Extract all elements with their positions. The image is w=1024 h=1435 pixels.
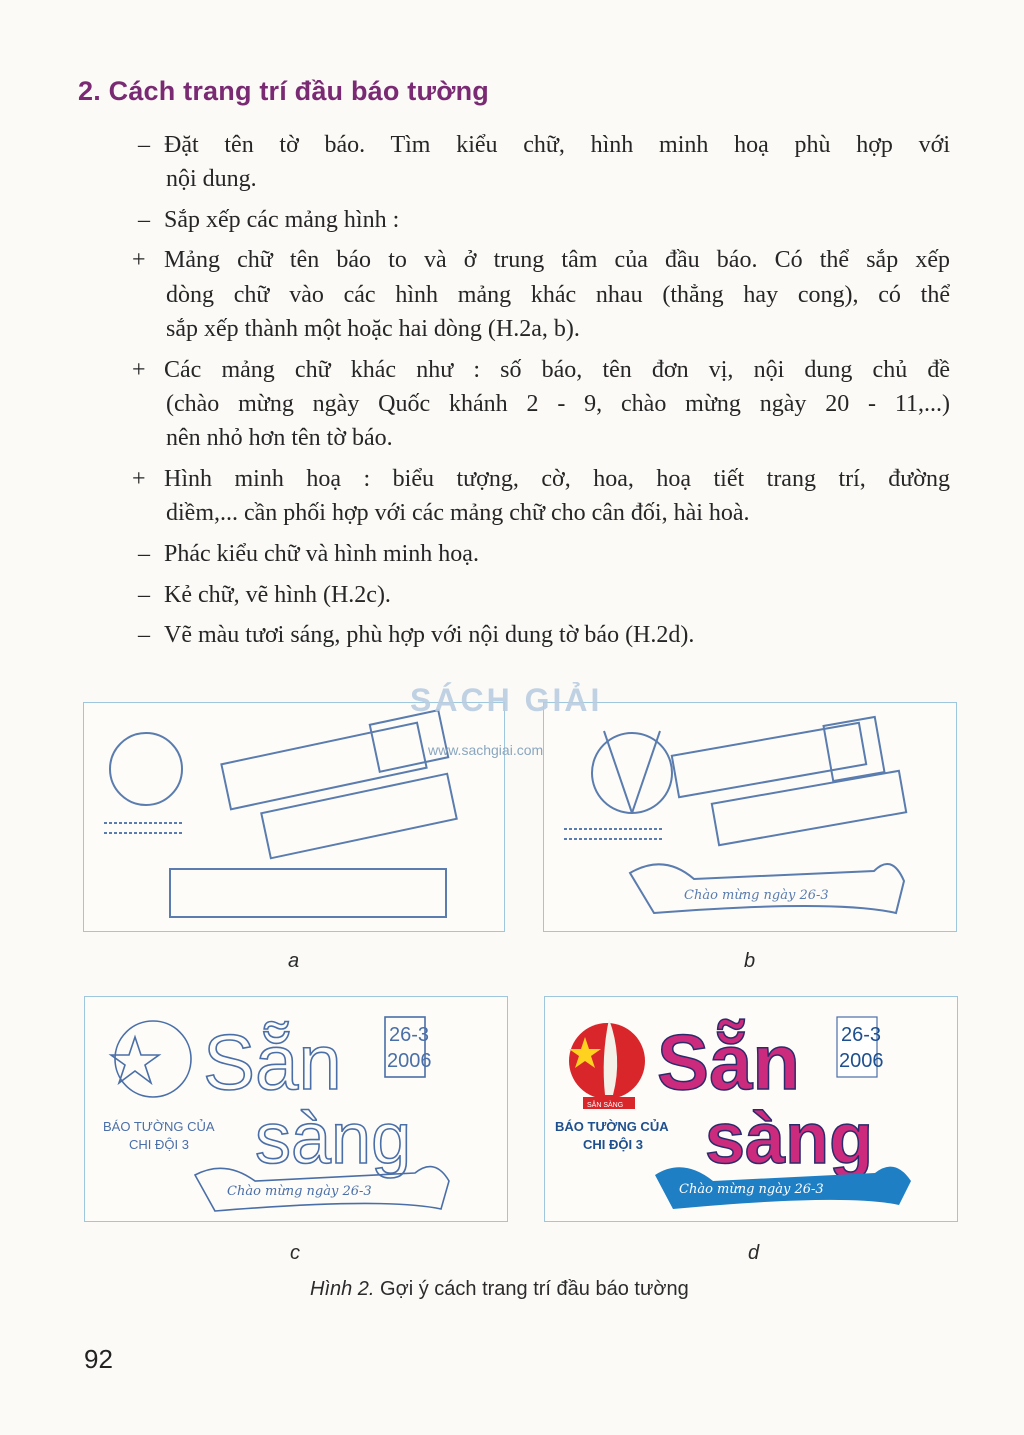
dash-bullet: – bbox=[138, 582, 150, 608]
dash-bullet: – bbox=[138, 541, 150, 567]
unit-line-2: CHI ĐỘI 3 bbox=[583, 1137, 643, 1152]
date-line-2: 2006 bbox=[387, 1050, 432, 1072]
date-line-1: 26-3 bbox=[389, 1024, 430, 1046]
title-line-1: Sẵn bbox=[203, 1018, 342, 1106]
list-item-continuation: dòng chữ vào các hình mảng khác nhau (thẳng hay cong), có thể bbox=[166, 282, 950, 308]
emblem-sail bbox=[632, 731, 660, 813]
figure-panel-b bbox=[543, 702, 957, 932]
caption-text: Gợi ý cách trang trí đầu báo tường bbox=[374, 1278, 689, 1300]
watermark-url: www.sachgiai.com bbox=[428, 742, 544, 758]
watermark-logo: SÁCH GIẢI bbox=[410, 682, 603, 718]
colored-header-d bbox=[545, 997, 957, 1221]
date-line-1: 26-3 bbox=[841, 1024, 882, 1046]
emblem-sail bbox=[604, 731, 632, 813]
figure-panel-c bbox=[84, 996, 508, 1222]
section-heading: 2. Cách trang trí đầu báo tường bbox=[78, 76, 489, 106]
date-block bbox=[370, 710, 448, 772]
panel-label-c: c bbox=[290, 1242, 300, 1264]
plus-bullet: + bbox=[132, 466, 146, 492]
unit-line-1: BÁO TƯỜNG CỦA bbox=[103, 1119, 215, 1134]
list-item: – Sắp xếp các mảng hình : bbox=[138, 203, 399, 237]
dash-bullet: – bbox=[138, 622, 150, 648]
dash-bullet: – bbox=[138, 132, 150, 158]
banner-text: Chào mừng ngày 26-3 bbox=[684, 888, 829, 903]
emblem-circle bbox=[592, 733, 672, 813]
title-block-2 bbox=[712, 771, 906, 845]
badge-text: SẴN SÀNG bbox=[587, 1102, 624, 1109]
dash-bullet: – bbox=[138, 207, 150, 233]
list-item-continuation: nên nhỏ hơn tên tờ báo. bbox=[166, 425, 393, 451]
caption-prefix: Hình 2. bbox=[310, 1278, 375, 1300]
title-block-1 bbox=[672, 723, 866, 797]
sketch-a bbox=[84, 703, 504, 931]
list-item-continuation: nội dung. bbox=[166, 166, 257, 192]
title-line-2: sàng bbox=[705, 1099, 874, 1179]
date-line-2: 2006 bbox=[839, 1050, 884, 1072]
list-item-continuation: diềm,... cần phối hợp với các mảng chữ cho cân đối, hài hoà. bbox=[166, 500, 750, 526]
drawing-c bbox=[85, 997, 507, 1221]
figure-caption bbox=[310, 1278, 689, 1301]
panel-label-a: a bbox=[288, 950, 300, 972]
list-item: – Vẽ màu tươi sáng, phù hợp với nội dung tờ báo (H.2d). bbox=[138, 618, 694, 652]
title-block-2 bbox=[261, 774, 456, 858]
page-number: 92 bbox=[84, 1344, 113, 1374]
title-line-1: Sẵn bbox=[657, 1018, 801, 1106]
banner-block bbox=[170, 869, 446, 917]
list-item-continuation: (chào mừng ngày Quốc khánh 2 - 9, chào mừng ngày 20 - 11,...) bbox=[166, 391, 950, 417]
emblem-circle bbox=[110, 733, 182, 805]
banner-text: Chào mừng ngày 26-3 bbox=[679, 1182, 824, 1197]
plus-bullet: + bbox=[132, 357, 146, 383]
list-item: + Hình minh hoạ : biểu tượng, cờ, hoa, hoạ tiết trang trí, đường bbox=[132, 462, 950, 496]
list-item: + Các mảng chữ khác như : số báo, tên đơn vị, nội dung chủ đề bbox=[132, 353, 950, 387]
figure-panel-d bbox=[544, 996, 958, 1222]
unit-line-1: BÁO TƯỜNG CỦA bbox=[555, 1119, 669, 1134]
plus-bullet: + bbox=[132, 247, 146, 273]
sketch-b bbox=[544, 703, 956, 931]
list-item: – Đặt tên tờ báo. Tìm kiểu chữ, hình minh hoạ phù hợp với bbox=[138, 128, 950, 162]
title-line-2: sàng bbox=[255, 1099, 412, 1179]
panel-label-b: b bbox=[744, 950, 756, 972]
list-item-continuation: sắp xếp thành một hoặc hai dòng (H.2a, b). bbox=[166, 316, 580, 342]
list-item: + Mảng chữ tên báo to và ở trung tâm của đầu báo. Có thể sắp xếp bbox=[132, 243, 950, 277]
unit-line-2: CHI ĐỘI 3 bbox=[129, 1137, 189, 1152]
banner-text: Chào mừng ngày 26-3 bbox=[227, 1184, 372, 1199]
figure-panel-a bbox=[83, 702, 505, 932]
panel-label-d: d bbox=[748, 1242, 760, 1264]
list-item: – Phác kiểu chữ và hình minh hoạ. bbox=[138, 537, 479, 571]
title-block-1 bbox=[221, 723, 426, 810]
list-item: – Kẻ chữ, vẽ hình (H.2c). bbox=[138, 578, 391, 612]
